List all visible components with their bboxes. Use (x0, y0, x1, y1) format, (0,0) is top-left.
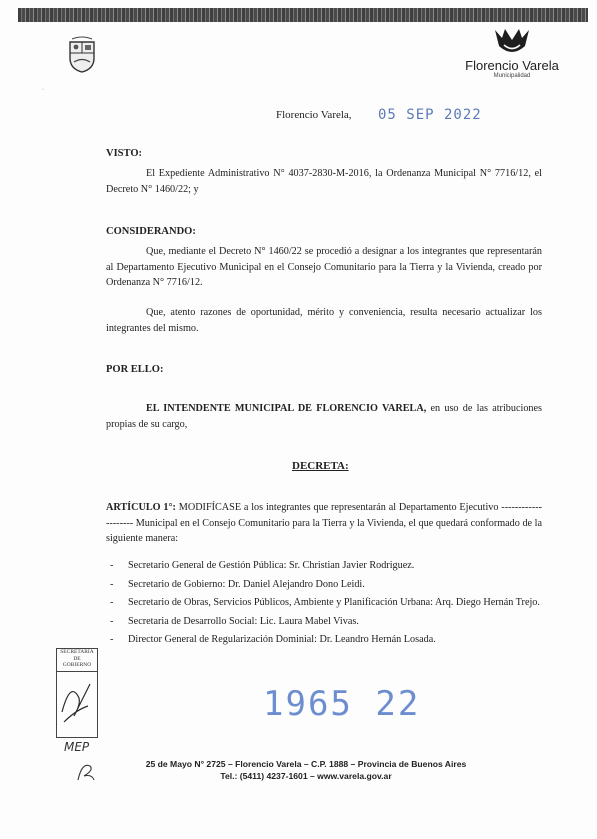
scan-dot: · (42, 87, 44, 93)
logo-subtitle: Municipalidad (493, 73, 531, 79)
decreta-heading: DECRETA: (292, 460, 349, 472)
list-item: - Secretaria de Desarrollo Social: Lic. Laura Mabel Vivas. (106, 614, 542, 630)
date-stamp: 05 SEP 2022 (378, 107, 482, 123)
list-item: - Secretario de Gobierno: Dr. Daniel Alejandro Dono Leidi. (106, 577, 542, 593)
coat-of-arms-icon (66, 36, 98, 74)
handwritten-mark-icon (74, 758, 98, 784)
considerando-paragraph-2: Que, atento razones de oportunidad, mérito y conveniencia, resulta necesario actualizar los integrantes del mismo. (106, 307, 542, 334)
intendente-label: EL INTENDENTE MUNICIPAL DE FLORENCIO VARELA, (146, 403, 427, 414)
considerando-heading: CONSIDERANDO: (106, 226, 196, 237)
porello-heading: POR ELLO: (106, 364, 164, 375)
list-item: - Secretario de Obras, Servicios Públicos, Ambiente y Planificación Urbana: Arq. Diego Hernán Trejo. (106, 595, 542, 611)
considerando-paragraph-1: Que, mediante el Decreto N° 1460/22 se procedió a designar a los integrantes que representarán al Departamento Ejecutivo Municipal en el Consejo Comunitario para la Tierra y la Vivienda, creado por Ordenanza N° 7716/12. (106, 246, 542, 288)
stamp-line: GOBIERNO (62, 662, 92, 668)
visto-heading: VISTO: (106, 148, 142, 159)
initials-handwritten: MEP (64, 740, 90, 754)
decree-number-stamp: 1965 22 (263, 684, 421, 724)
place-label: Florencio Varela, (276, 109, 352, 121)
visto-text: El Expediente Administrativo N° 4037-2830-M-2016, la Ordenanza Municipal N° 7716/12, el Decreto N° 1460/22; y (106, 168, 542, 195)
municipal-logo-icon (492, 26, 532, 60)
logo-name: Florencio Varela (465, 58, 559, 73)
stamp-line: SECRETARIA (60, 649, 94, 655)
article-1-text: MODIFÍCASE a los integrantes que representarán al Departamento Ejecutivo -------------------- Municipal en el Consejo Comunitario para la Tierra y la Vivienda, el que quedará conformado de la siguiente manera: (106, 502, 543, 544)
porello-paragraph (106, 401, 542, 432)
article-1-paragraph (106, 500, 542, 547)
footer-contact: Tel.: (5411) 4237-1601 – www.varela.gov.ar (220, 771, 392, 781)
porello-rest: en uso de las atribuciones propias de su cargo, (106, 403, 542, 430)
list-item: - Director General de Regularización Dominial: Dr. Leandro Hernán Losada. (106, 632, 542, 648)
article-1-label: ARTÍCULO 1°: (106, 502, 176, 513)
scan-edge-bar (18, 8, 588, 22)
signature-icon (56, 672, 96, 736)
footer-address: 25 de Mayo N° 2725 – Florencio Varela – C.P. 1888 – Provincia de Buenos Aires (145, 759, 467, 769)
list-item: - Secretario General de Gestión Pública: Sr. Christian Javier Rodriguez. (106, 558, 542, 574)
stamp-line: DE (73, 655, 81, 662)
members-list (106, 558, 542, 651)
